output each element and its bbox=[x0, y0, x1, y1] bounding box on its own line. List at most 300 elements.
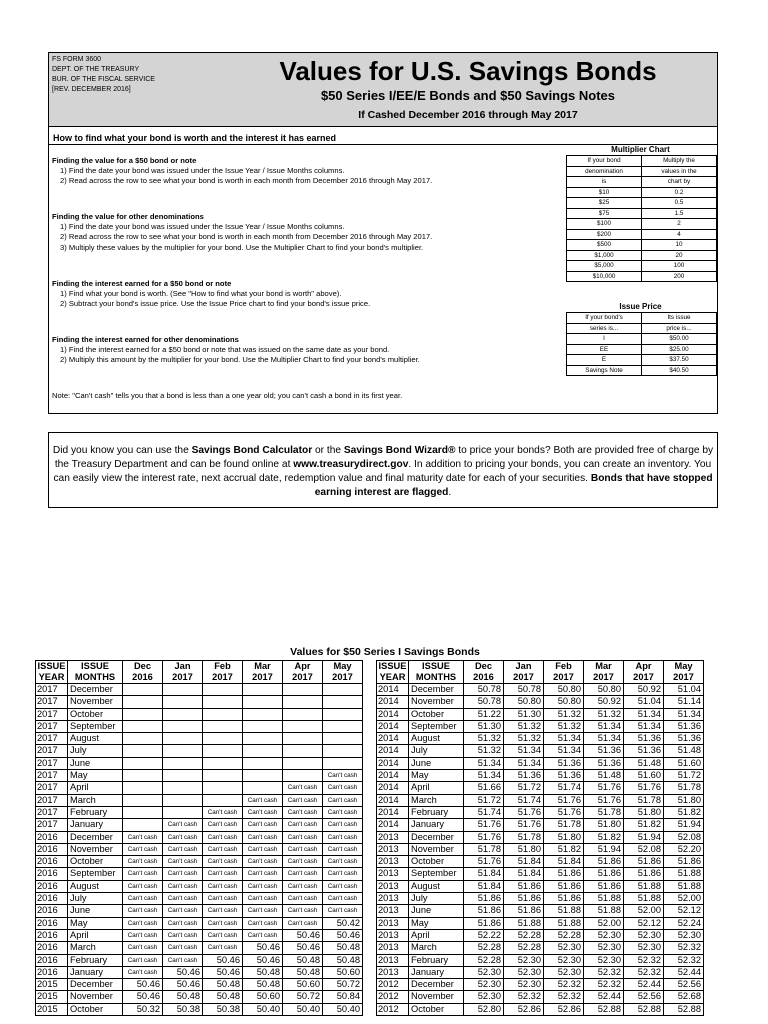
issue-month-cell: October bbox=[68, 708, 123, 720]
issue-month-cell: December bbox=[409, 979, 464, 991]
issue-year-cell: 2017 bbox=[36, 720, 68, 732]
multiplier-row bbox=[567, 261, 717, 272]
column-header bbox=[504, 661, 544, 684]
issue-month-cell: May bbox=[409, 917, 464, 929]
issue-month-cell: August bbox=[409, 733, 464, 745]
value-cell bbox=[203, 696, 243, 708]
column-header-line: Dec bbox=[133, 661, 152, 671]
value-cell: 51.76 bbox=[464, 856, 504, 868]
value-cell bbox=[203, 708, 243, 720]
column-header bbox=[664, 661, 704, 684]
value-cell: 51.84 bbox=[464, 868, 504, 880]
value-cell: Can't cash bbox=[283, 806, 323, 818]
value-cell bbox=[123, 708, 163, 720]
value-cell: 51.88 bbox=[584, 893, 624, 905]
value-cell bbox=[323, 733, 363, 745]
value-cell bbox=[203, 794, 243, 806]
column-header-line: May bbox=[674, 661, 693, 671]
value-cell: 51.80 bbox=[504, 843, 544, 855]
table-row bbox=[377, 757, 704, 769]
form-line: BUR. OF THE FISCAL SERVICE bbox=[52, 76, 155, 83]
issue-month-cell: November bbox=[68, 696, 123, 708]
value-cell: 51.60 bbox=[664, 757, 704, 769]
page-subtitle: $50 Series I/EE/E Bonds and $50 Savings Notes bbox=[320, 88, 616, 103]
value-cell: 51.36 bbox=[624, 733, 664, 745]
issue-year-cell: 2017 bbox=[36, 708, 68, 720]
value-cell bbox=[323, 720, 363, 732]
value-cell: 51.48 bbox=[624, 757, 664, 769]
value-cell bbox=[243, 757, 283, 769]
column-header bbox=[323, 661, 363, 684]
value-cell: 52.00 bbox=[664, 893, 704, 905]
value-cell: 50.78 bbox=[504, 684, 544, 696]
value-cell bbox=[243, 782, 283, 794]
column-header-line: 2017 bbox=[513, 672, 534, 682]
value-cell: 52.28 bbox=[504, 929, 544, 941]
value-cell: Can't cash bbox=[243, 819, 283, 831]
column-header-line: 2017 bbox=[593, 672, 614, 682]
issue-year-cell: 2017 bbox=[36, 733, 68, 745]
value-cell: 52.24 bbox=[664, 917, 704, 929]
value-cell: 51.82 bbox=[624, 819, 664, 831]
multiplier-cell: 4 bbox=[642, 229, 717, 240]
table-row bbox=[36, 991, 363, 1003]
value-cell: 51.74 bbox=[464, 806, 504, 818]
value-cell: 51.76 bbox=[584, 782, 624, 794]
value-cell: 50.46 bbox=[243, 954, 283, 966]
value-cell: Can't cash bbox=[203, 929, 243, 941]
issue-year-cell: 2014 bbox=[377, 720, 409, 732]
value-cell: 52.30 bbox=[464, 966, 504, 978]
value-cell: 51.34 bbox=[464, 770, 504, 782]
value-cell: 51.86 bbox=[584, 856, 624, 868]
table-row bbox=[377, 831, 704, 843]
instruction-section bbox=[52, 156, 552, 187]
multiplier-row bbox=[567, 229, 717, 240]
value-cell: 50.46 bbox=[323, 929, 363, 941]
table-row bbox=[36, 831, 363, 843]
value-cell: 51.32 bbox=[504, 733, 544, 745]
column-header bbox=[624, 661, 664, 684]
value-cell: Can't cash bbox=[323, 843, 363, 855]
value-cell: 50.46 bbox=[243, 942, 283, 954]
column-header bbox=[68, 661, 123, 684]
value-cell: 51.86 bbox=[504, 905, 544, 917]
value-cell bbox=[283, 745, 323, 757]
value-cell: 51.34 bbox=[664, 708, 704, 720]
column-header-line: 2017 bbox=[212, 672, 233, 682]
column-header bbox=[123, 661, 163, 684]
value-cell: Can't cash bbox=[243, 831, 283, 843]
column-header bbox=[584, 661, 624, 684]
value-cell bbox=[283, 684, 323, 696]
value-cell: 51.74 bbox=[544, 782, 584, 794]
value-cell: Can't cash bbox=[123, 868, 163, 880]
issue-month-cell: February bbox=[409, 954, 464, 966]
table-row bbox=[377, 843, 704, 855]
table-row bbox=[377, 942, 704, 954]
value-cell: 52.30 bbox=[544, 954, 584, 966]
value-cell bbox=[203, 757, 243, 769]
value-cell: 51.66 bbox=[464, 782, 504, 794]
value-cell bbox=[123, 720, 163, 732]
value-cell: 50.48 bbox=[243, 979, 283, 991]
value-cell: 52.44 bbox=[664, 966, 704, 978]
issue-month-cell: August bbox=[68, 733, 123, 745]
instruction-line: 1) Find the date your bond was issued under the Issue Year / Issue Months columns. bbox=[60, 222, 345, 232]
form-line: DEPT. OF THE TREASURY bbox=[52, 66, 140, 73]
price-cell: $25.00 bbox=[642, 344, 717, 355]
issue-year-cell: 2016 bbox=[36, 966, 68, 978]
value-cell: 50.32 bbox=[123, 1003, 163, 1015]
value-cell: Can't cash bbox=[163, 843, 203, 855]
issue-year-cell: 2013 bbox=[377, 954, 409, 966]
value-cell: Can't cash bbox=[123, 954, 163, 966]
multiplier-cell: 200 bbox=[642, 271, 717, 282]
issue-year-cell: 2013 bbox=[377, 966, 409, 978]
value-cell: 51.80 bbox=[584, 819, 624, 831]
value-cell: Can't cash bbox=[203, 856, 243, 868]
value-cell: Can't cash bbox=[163, 917, 203, 929]
value-cell: Can't cash bbox=[123, 966, 163, 978]
value-cell: 52.32 bbox=[624, 954, 664, 966]
multiplier-header-cell: denomination bbox=[567, 166, 642, 177]
value-cell: 50.78 bbox=[464, 696, 504, 708]
value-cell bbox=[163, 733, 203, 745]
column-header-line: Dec bbox=[474, 661, 493, 671]
value-cell: 51.14 bbox=[664, 696, 704, 708]
table-row bbox=[36, 708, 363, 720]
column-header-line: 2017 bbox=[172, 672, 193, 682]
instruction-section bbox=[52, 335, 552, 366]
instruction-line: 1) Find the date your bond was issued under the Issue Year / Issue Months columns. bbox=[60, 166, 345, 176]
column-header-line: Jan bbox=[515, 661, 532, 671]
value-cell: 50.48 bbox=[203, 991, 243, 1003]
issue-year-cell: 2017 bbox=[36, 794, 68, 806]
value-cell: 52.12 bbox=[624, 917, 664, 929]
value-cell: Can't cash bbox=[243, 868, 283, 880]
value-cell: Can't cash bbox=[163, 880, 203, 892]
table-row bbox=[377, 782, 704, 794]
value-cell: 50.80 bbox=[504, 696, 544, 708]
value-cell: 52.28 bbox=[544, 929, 584, 941]
issue-month-cell: November bbox=[68, 991, 123, 1003]
multiplier-cell: 2 bbox=[642, 219, 717, 230]
issue-year-cell: 2017 bbox=[36, 696, 68, 708]
issue-month-cell: February bbox=[68, 954, 123, 966]
table-row bbox=[36, 868, 363, 880]
value-cell: 51.04 bbox=[664, 684, 704, 696]
issue-month-cell: August bbox=[409, 880, 464, 892]
value-cell: 50.92 bbox=[584, 696, 624, 708]
issue-year-cell: 2016 bbox=[36, 843, 68, 855]
value-cell: 50.84 bbox=[323, 991, 363, 1003]
issue-price-row bbox=[567, 334, 717, 345]
value-cell: Can't cash bbox=[123, 893, 163, 905]
value-cell: 50.60 bbox=[243, 991, 283, 1003]
website-url: www.treasurydirect.gov bbox=[293, 459, 409, 470]
form-line: FS FORM 3600 bbox=[52, 56, 102, 63]
denomination-cell: $1,000 bbox=[567, 250, 642, 261]
value-cell bbox=[123, 794, 163, 806]
value-cell: Can't cash bbox=[283, 831, 323, 843]
value-cell: Can't cash bbox=[283, 843, 323, 855]
issue-month-cell: September bbox=[68, 868, 123, 880]
value-cell: 52.20 bbox=[664, 843, 704, 855]
table-row bbox=[36, 745, 363, 757]
value-cell bbox=[203, 720, 243, 732]
value-cell: 51.80 bbox=[544, 831, 584, 843]
value-cell: 51.34 bbox=[464, 757, 504, 769]
value-cell: 50.80 bbox=[544, 696, 584, 708]
value-cell: Can't cash bbox=[323, 831, 363, 843]
column-header-line: 2017 bbox=[673, 672, 694, 682]
value-cell: 51.86 bbox=[464, 893, 504, 905]
multiplier-row bbox=[567, 187, 717, 198]
value-cell bbox=[203, 684, 243, 696]
value-cell: 51.76 bbox=[464, 819, 504, 831]
column-header bbox=[377, 661, 409, 684]
value-cell: 50.60 bbox=[323, 966, 363, 978]
value-cell: 50.72 bbox=[323, 979, 363, 991]
value-cell: 50.48 bbox=[243, 966, 283, 978]
multiplier-chart bbox=[566, 155, 717, 282]
value-cell bbox=[163, 770, 203, 782]
value-cell: Can't cash bbox=[203, 843, 243, 855]
value-cell: 51.76 bbox=[624, 782, 664, 794]
issue-month-cell: December bbox=[409, 684, 464, 696]
issue-month-cell: September bbox=[68, 720, 123, 732]
issue-month-cell: October bbox=[409, 1003, 464, 1015]
value-cell bbox=[243, 708, 283, 720]
value-cell: Can't cash bbox=[203, 917, 243, 929]
column-header-line: Apr bbox=[294, 661, 311, 671]
value-cell: 52.28 bbox=[464, 954, 504, 966]
value-cell: 50.92 bbox=[624, 684, 664, 696]
issue-month-cell: June bbox=[409, 757, 464, 769]
multiplier-chart-title: Multiplier Chart bbox=[611, 145, 670, 154]
table-row bbox=[377, 696, 704, 708]
table-row bbox=[36, 942, 363, 954]
value-cell bbox=[283, 708, 323, 720]
value-cell: Can't cash bbox=[323, 856, 363, 868]
value-cell: 51.86 bbox=[504, 880, 544, 892]
multiplier-header-cell: chart by bbox=[642, 177, 717, 188]
value-cell: Can't cash bbox=[283, 893, 323, 905]
table-row bbox=[36, 684, 363, 696]
value-cell bbox=[203, 770, 243, 782]
value-cell bbox=[203, 733, 243, 745]
column-header-line: Mar bbox=[254, 661, 271, 671]
issue-year-cell: 2017 bbox=[36, 819, 68, 831]
column-header-line: Apr bbox=[635, 661, 652, 671]
value-cell: Can't cash bbox=[323, 880, 363, 892]
multiplier-cell: 10 bbox=[642, 240, 717, 251]
multiplier-row bbox=[567, 208, 717, 219]
issue-year-cell: 2017 bbox=[36, 770, 68, 782]
value-cell: Can't cash bbox=[243, 905, 283, 917]
value-cell: Can't cash bbox=[243, 917, 283, 929]
value-cell: 51.84 bbox=[504, 856, 544, 868]
value-cell: Can't cash bbox=[283, 880, 323, 892]
issue-year-cell: 2014 bbox=[377, 757, 409, 769]
column-header-line: Feb bbox=[555, 661, 572, 671]
value-cell: 50.46 bbox=[163, 979, 203, 991]
value-cell: Can't cash bbox=[123, 929, 163, 941]
wizard-name: Savings Bond Wizard® bbox=[343, 445, 456, 456]
form-identifier bbox=[52, 55, 155, 95]
table-row bbox=[36, 893, 363, 905]
multiplier-row bbox=[567, 198, 717, 209]
value-cell: Can't cash bbox=[163, 942, 203, 954]
table-row bbox=[377, 806, 704, 818]
cant-cash-note: Note: "Can't cash" tells you that a bond is less than a one year old; you can't cash a bond in its first year. bbox=[52, 391, 403, 400]
value-cell: 51.34 bbox=[584, 733, 624, 745]
value-cell bbox=[123, 806, 163, 818]
column-header-line: 2017 bbox=[292, 672, 313, 682]
issue-year-cell: 2013 bbox=[377, 905, 409, 917]
value-cell: 50.78 bbox=[464, 684, 504, 696]
table-row bbox=[36, 696, 363, 708]
issue-month-cell: July bbox=[68, 893, 123, 905]
column-header-line: 2016 bbox=[132, 672, 153, 682]
promo-text: or the bbox=[312, 445, 344, 456]
issue-month-cell: July bbox=[68, 745, 123, 757]
value-cell: 52.88 bbox=[584, 1003, 624, 1015]
value-cell: 51.76 bbox=[544, 806, 584, 818]
value-cell: 50.60 bbox=[283, 979, 323, 991]
issue-month-cell: March bbox=[409, 942, 464, 954]
table-row bbox=[36, 979, 363, 991]
issue-year-cell: 2012 bbox=[377, 991, 409, 1003]
value-cell: 50.40 bbox=[243, 1003, 283, 1015]
column-header-line: Mar bbox=[595, 661, 612, 671]
table-row bbox=[36, 757, 363, 769]
value-cell: 51.36 bbox=[664, 720, 704, 732]
value-cell: 52.30 bbox=[504, 979, 544, 991]
values-table-left bbox=[35, 660, 363, 1016]
treasurydirect-promo bbox=[48, 432, 718, 508]
value-cell: Can't cash bbox=[283, 868, 323, 880]
value-cell bbox=[123, 819, 163, 831]
value-cell: Can't cash bbox=[163, 929, 203, 941]
value-cell bbox=[243, 696, 283, 708]
value-cell bbox=[163, 696, 203, 708]
value-cell: 51.34 bbox=[624, 708, 664, 720]
values-table-title: Values for $50 Series I Savings Bonds bbox=[290, 646, 480, 658]
instruction-line: 3) Multiply these values by the multiplier for your bond. Use the Multiplier Chart to find your bond's multiplier. bbox=[60, 242, 424, 252]
value-cell: 51.76 bbox=[504, 806, 544, 818]
value-cell: 52.30 bbox=[544, 942, 584, 954]
value-cell: 51.86 bbox=[464, 917, 504, 929]
issue-year-cell: 2014 bbox=[377, 819, 409, 831]
value-cell: Can't cash bbox=[203, 868, 243, 880]
flagged-notice: Bonds that have stopped earning interest are flagged bbox=[314, 473, 713, 498]
multiplier-row bbox=[567, 271, 717, 282]
value-cell: Can't cash bbox=[203, 893, 243, 905]
value-cell: 50.46 bbox=[203, 966, 243, 978]
value-cell bbox=[123, 696, 163, 708]
value-cell: 51.30 bbox=[504, 708, 544, 720]
value-cell: 50.46 bbox=[283, 929, 323, 941]
issue-year-cell: 2013 bbox=[377, 843, 409, 855]
column-header-line: 2017 bbox=[633, 672, 654, 682]
issue-month-cell: May bbox=[68, 917, 123, 929]
column-header bbox=[163, 661, 203, 684]
value-cell: 51.88 bbox=[664, 880, 704, 892]
value-cell bbox=[323, 757, 363, 769]
value-cell: 52.32 bbox=[504, 991, 544, 1003]
value-cell: 51.94 bbox=[624, 831, 664, 843]
value-cell: 51.36 bbox=[544, 770, 584, 782]
issue-month-cell: June bbox=[409, 905, 464, 917]
issue-month-cell: September bbox=[409, 868, 464, 880]
issue-year-cell: 2017 bbox=[36, 745, 68, 757]
value-cell: 52.44 bbox=[584, 991, 624, 1003]
value-cell: 52.88 bbox=[624, 1003, 664, 1015]
value-cell: 52.32 bbox=[544, 991, 584, 1003]
value-cell: 52.56 bbox=[664, 979, 704, 991]
price-cell: $50.00 bbox=[642, 334, 717, 345]
issue-year-cell: 2016 bbox=[36, 868, 68, 880]
value-cell: Can't cash bbox=[123, 917, 163, 929]
issue-year-cell: 2014 bbox=[377, 708, 409, 720]
value-cell: 52.30 bbox=[664, 929, 704, 941]
value-cell: 51.94 bbox=[664, 819, 704, 831]
value-cell: Can't cash bbox=[283, 917, 323, 929]
value-cell bbox=[163, 806, 203, 818]
value-cell: 52.30 bbox=[584, 954, 624, 966]
value-cell bbox=[203, 745, 243, 757]
issue-year-cell: 2013 bbox=[377, 880, 409, 892]
values-table-right bbox=[376, 660, 704, 1016]
issue-year-cell: 2017 bbox=[36, 782, 68, 794]
value-cell bbox=[243, 733, 283, 745]
issue-year-cell: 2015 bbox=[36, 1003, 68, 1015]
form-header bbox=[48, 52, 718, 127]
value-cell bbox=[163, 708, 203, 720]
table-row bbox=[36, 954, 363, 966]
value-cell: 50.80 bbox=[544, 684, 584, 696]
table-row bbox=[377, 893, 704, 905]
value-cell: 50.48 bbox=[283, 966, 323, 978]
multiplier-header-cell: Multiply the bbox=[642, 156, 717, 167]
denomination-cell: $25 bbox=[567, 198, 642, 209]
issue-month-cell: January bbox=[68, 819, 123, 831]
value-cell: Can't cash bbox=[283, 905, 323, 917]
value-cell: 51.84 bbox=[504, 868, 544, 880]
value-cell: 51.86 bbox=[584, 880, 624, 892]
value-cell: Can't cash bbox=[163, 819, 203, 831]
column-header bbox=[283, 661, 323, 684]
section-title: Finding the value for other denominations bbox=[52, 212, 204, 221]
value-cell: 51.78 bbox=[464, 843, 504, 855]
value-cell: 51.36 bbox=[504, 770, 544, 782]
value-cell: 51.34 bbox=[504, 745, 544, 757]
value-cell: Can't cash bbox=[243, 806, 283, 818]
value-cell: Can't cash bbox=[123, 856, 163, 868]
value-cell: 51.80 bbox=[664, 794, 704, 806]
value-cell: Can't cash bbox=[123, 880, 163, 892]
value-cell: 52.56 bbox=[624, 991, 664, 1003]
value-cell bbox=[283, 757, 323, 769]
value-cell: 52.32 bbox=[664, 942, 704, 954]
issue-price-title: Issue Price bbox=[619, 302, 662, 311]
table-row bbox=[377, 794, 704, 806]
value-cell: Can't cash bbox=[283, 856, 323, 868]
value-cell: 50.72 bbox=[283, 991, 323, 1003]
issue-year-cell: 2012 bbox=[377, 1003, 409, 1015]
